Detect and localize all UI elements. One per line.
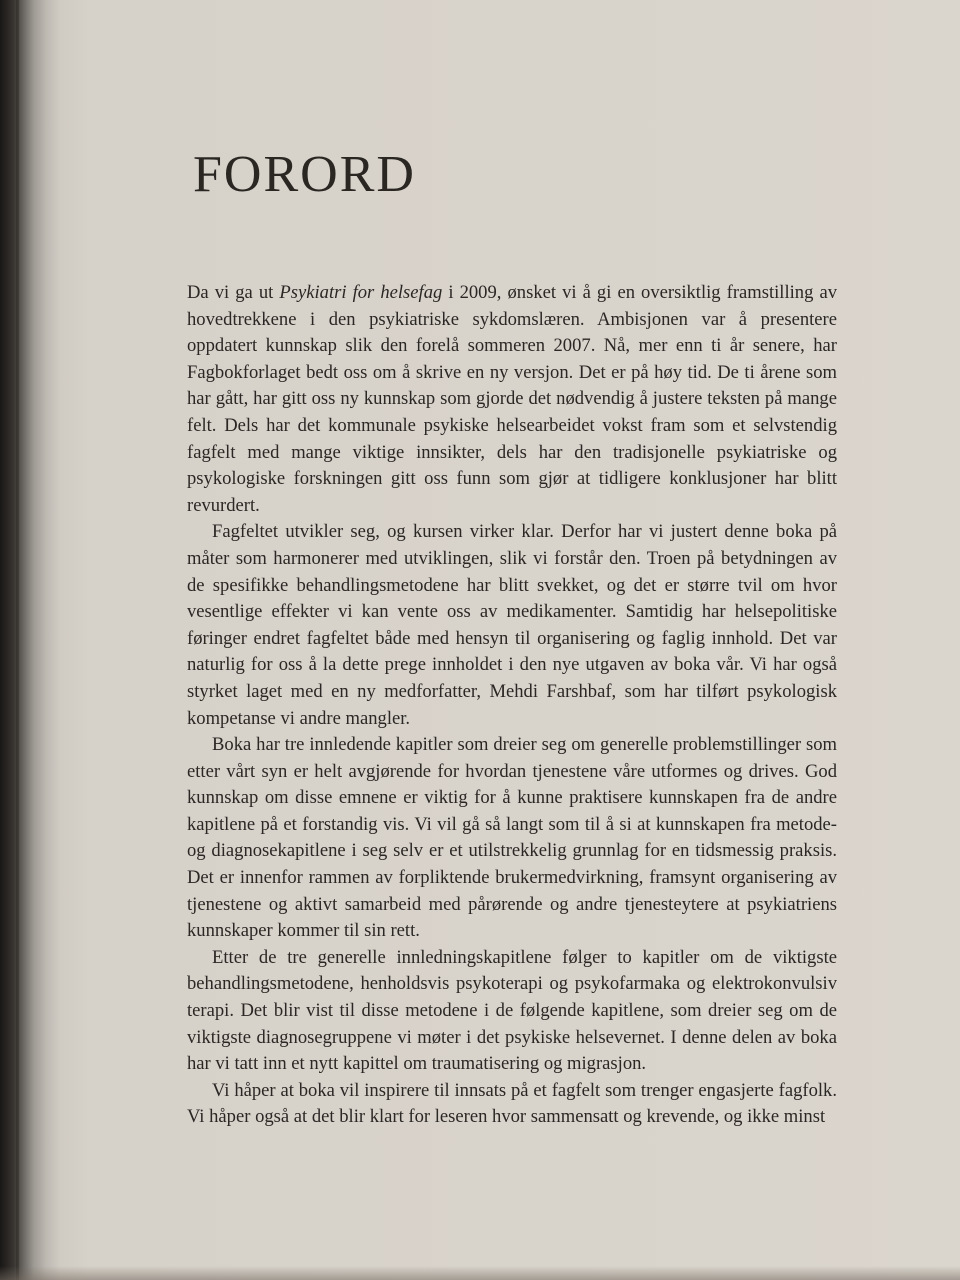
paragraph-1 bbox=[187, 280, 837, 519]
page-edge bbox=[16, 0, 19, 1280]
foreword-body bbox=[187, 280, 837, 1131]
book-title: Psykiatri for helsefag bbox=[279, 282, 443, 303]
paragraph-1-intro: Da vi ga ut bbox=[187, 282, 280, 303]
paragraph-1-rest: i 2009, ønsket vi å gi en oversiktlig framstilling av hovedtrekkene i den psykiatriske sykdomslæren. Ambisjonen var å presentere oppdatert kunnskap slik den forelå sommeren 2007. Nå, mer enn ti år senere, har Fagbokforlaget bedt oss om å skrive en ny versjon. Det er på høy tid. De ti årene som har gått, har gitt oss ny kunnskap som gjorde det nødvendig å justere teksten på mange felt. Dels har det kommunale psykiske helsearbeidet vokst fram som et selvstendig fagfelt med mange viktige innsikter, dels har den tradisjonelle psykiatriske og psykologiske forskningen gitt oss funn som gjør at tidligere konklusjoner har blitt revurdert. bbox=[187, 282, 838, 516]
paragraph-5: Vi håper at boka vil inspirere til innsats på et fagfelt som trenger engasjerte fagfolk. Vi håper også at det blir klart for leseren hvor sammensatt og krevende, og ikke minst bbox=[187, 1079, 837, 1128]
paragraph-2: Fagfeltet utvikler seg, og kursen virker klar. Derfor har vi justert denne boka på måter som harmonerer med utviklingen, slik vi forstår den. Troen på betydningen av de spesifikke behandlingsmetodene har blitt svekket, og det er større tvil om hvor vesentlige effekter vi kan vente oss av medikamenter. Samtidig har helsepolitiske føringer endret fagfeltet både med hensyn til organisering og faglig innhold. Det var naturlig for oss å la dette prege innholdet i den nye utgaven av boka vår. Vi har også styrket laget med en ny medforfatter, Mehdi Farshbaf, som har tilført psykologisk kompetanse vi andre mangler. bbox=[187, 521, 837, 729]
paragraph-4: Etter de tre generelle innledningskapitlene følger to kapitler om de viktigste behandlingsmetodene, henholdsvis psykoterapi og psykofarmaka og elektrokonvulsiv terapi. Det blir vist til disse metodene i de følgende kapitlene, som dreier seg om de viktigste diagnosegruppene vi møter i det psykiske helsevernet. I denne delen av boka har vi tatt inn et nytt kapittel om traumatisering og migrasjon. bbox=[187, 946, 837, 1075]
paragraph-3: Boka har tre innledende kapitler som dreier seg om generelle problemstillinger som etter vårt syn er helt avgjørende for hvordan tjenestene våre utformes og drives. God kunnskap om disse emnene er viktig for å kunne praktisere kunnskapen fra de andre kapitlene på et forstandig vis. Vi vil gå så langt som til å si at kunnskapen fra metode- og diagnosekapitlene i seg selv er et utilstrekkelig grunnlag for en tidsmessig praksis. Det er innenfor rammen av forpliktende brukermedvirkning, framsynt organisering av tjenestene og aktivt samarbeid med pårørende og andre tjenesteytere at psykiatriens kunnskaper kommer til sin rett. bbox=[187, 734, 837, 942]
page-title: FORORD bbox=[193, 146, 416, 203]
book-gutter-shadow bbox=[0, 0, 60, 1280]
book-page bbox=[187, 140, 837, 1131]
page-bottom-edge bbox=[0, 1266, 960, 1280]
